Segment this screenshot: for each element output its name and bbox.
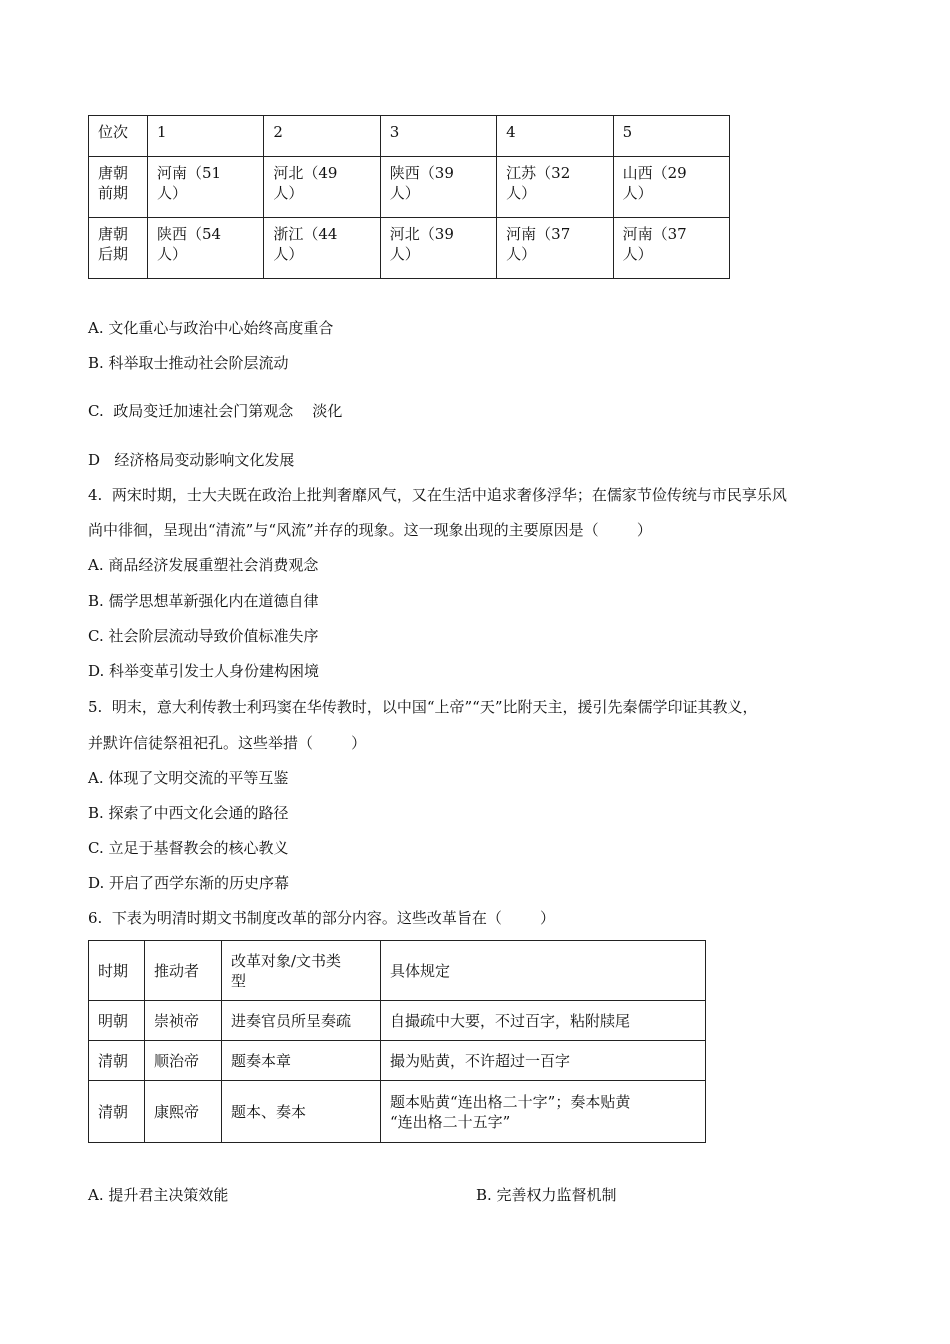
table-cell: 河南（51 人） bbox=[148, 157, 264, 218]
table-cell: 改革对象/文书类 型 bbox=[222, 941, 381, 1001]
table-row bbox=[89, 1001, 706, 1041]
table-cell: 河南（37 人） bbox=[497, 218, 613, 279]
table-cell: 进奏官员所呈奏疏 bbox=[222, 1001, 381, 1041]
table-cell: 陕西（54 人） bbox=[148, 218, 264, 279]
q4-stem-line1: 4. 两宋时期，士大夫既在政治上批判奢靡风气，又在生活中追求奢侈浮华；在儒家节俭传统与市民享乐风 bbox=[88, 486, 787, 504]
q6-option-a: A. 提升君主决策效能 bbox=[88, 1186, 229, 1204]
table-cell: 陕西（39 人） bbox=[380, 157, 496, 218]
table-cell: 自撮疏中大要，不过百字，粘附牍尾 bbox=[381, 1001, 706, 1041]
q5-stem-line1: 5. 明末，意大利传教士利玛窦在华传教时，以中国“上帝”“天”比附天主，援引先秦儒学印证其教义， bbox=[88, 698, 758, 716]
table-cell: 河南（37 人） bbox=[613, 218, 729, 279]
table-cell: 1 bbox=[148, 116, 264, 157]
table-cell: 清朝 bbox=[89, 1081, 145, 1143]
table-cell: 唐朝 后期 bbox=[89, 218, 148, 279]
table-cell: 康熙帝 bbox=[145, 1081, 222, 1143]
q3-option-d: D 经济格局变动影响文化发展 bbox=[88, 451, 295, 469]
table-cell: 河北（39 人） bbox=[380, 218, 496, 279]
q3-option-a: A. 文化重心与政治中心始终高度重合 bbox=[88, 319, 334, 337]
table-cell: 题本贴黄“连出格二十字”；奏本贴黄 “连出格二十五字” bbox=[381, 1081, 706, 1143]
table-header-row bbox=[89, 941, 706, 1001]
table-cell: 推动者 bbox=[145, 941, 222, 1001]
q4-option-a: A. 商品经济发展重塑社会消费观念 bbox=[88, 556, 319, 574]
table-cell: 具体规定 bbox=[381, 941, 706, 1001]
q4-stem-line2: 尚中徘徊，呈现出“清流”与“风流”并存的现象。这一现象出现的主要原因是（ ） bbox=[88, 521, 652, 539]
q4-option-c: C. 社会阶层流动导致价值标准失序 bbox=[88, 627, 319, 645]
table-cell: 崇祯帝 bbox=[145, 1001, 222, 1041]
table-row bbox=[89, 1041, 706, 1081]
q5-option-b: B. 探索了中西文化会通的路径 bbox=[88, 804, 289, 822]
table-cell: 5 bbox=[613, 116, 729, 157]
q5-option-a: A. 体现了文明交流的平等互鉴 bbox=[88, 769, 289, 787]
q5-option-d: D. 开启了西学东渐的历史序幕 bbox=[88, 874, 290, 892]
reform-table bbox=[88, 940, 706, 1143]
table-cell: 唐朝 前期 bbox=[89, 157, 148, 218]
q4-option-d: D. 科举变革引发士人身份建构困境 bbox=[88, 662, 320, 680]
rank-table bbox=[88, 115, 730, 279]
table-cell: 河北（49 人） bbox=[264, 157, 380, 218]
q6-option-b: B. 完善权力监督机制 bbox=[476, 1186, 617, 1204]
q3-option-b: B. 科举取士推动社会阶层流动 bbox=[88, 354, 289, 372]
table-row bbox=[89, 157, 730, 218]
table-cell: 撮为贴黄，不许超过一百字 bbox=[381, 1041, 706, 1081]
table-row bbox=[89, 1081, 706, 1143]
table-row bbox=[89, 218, 730, 279]
table-cell: 清朝 bbox=[89, 1041, 145, 1081]
table-cell: 顺治帝 bbox=[145, 1041, 222, 1081]
table-cell: 题本、奏本 bbox=[222, 1081, 381, 1143]
q3-option-c: C. 政局变迁加速社会门第观念 淡化 bbox=[88, 402, 343, 420]
table-cell: 位次 bbox=[89, 116, 148, 157]
q4-option-b: B. 儒学思想革新强化内在道德自律 bbox=[88, 592, 319, 610]
q5-stem-line2: 并默许信徒祭祖祀孔。这些举措（ ） bbox=[88, 734, 367, 752]
table-cell: 江苏（32 人） bbox=[497, 157, 613, 218]
table-cell: 题奏本章 bbox=[222, 1041, 381, 1081]
q6-stem: 6. 下表为明清时期文书制度改革的部分内容。这些改革旨在（ ） bbox=[88, 909, 555, 927]
table-header-row bbox=[89, 116, 730, 157]
q5-option-c: C. 立足于基督教会的核心教义 bbox=[88, 839, 289, 857]
table-cell: 时期 bbox=[89, 941, 145, 1001]
table-cell: 2 bbox=[264, 116, 380, 157]
table-cell: 4 bbox=[497, 116, 613, 157]
table-cell: 3 bbox=[380, 116, 496, 157]
table-cell: 浙江（44 人） bbox=[264, 218, 380, 279]
table-cell: 山西（29 人） bbox=[613, 157, 729, 218]
table-cell: 明朝 bbox=[89, 1001, 145, 1041]
